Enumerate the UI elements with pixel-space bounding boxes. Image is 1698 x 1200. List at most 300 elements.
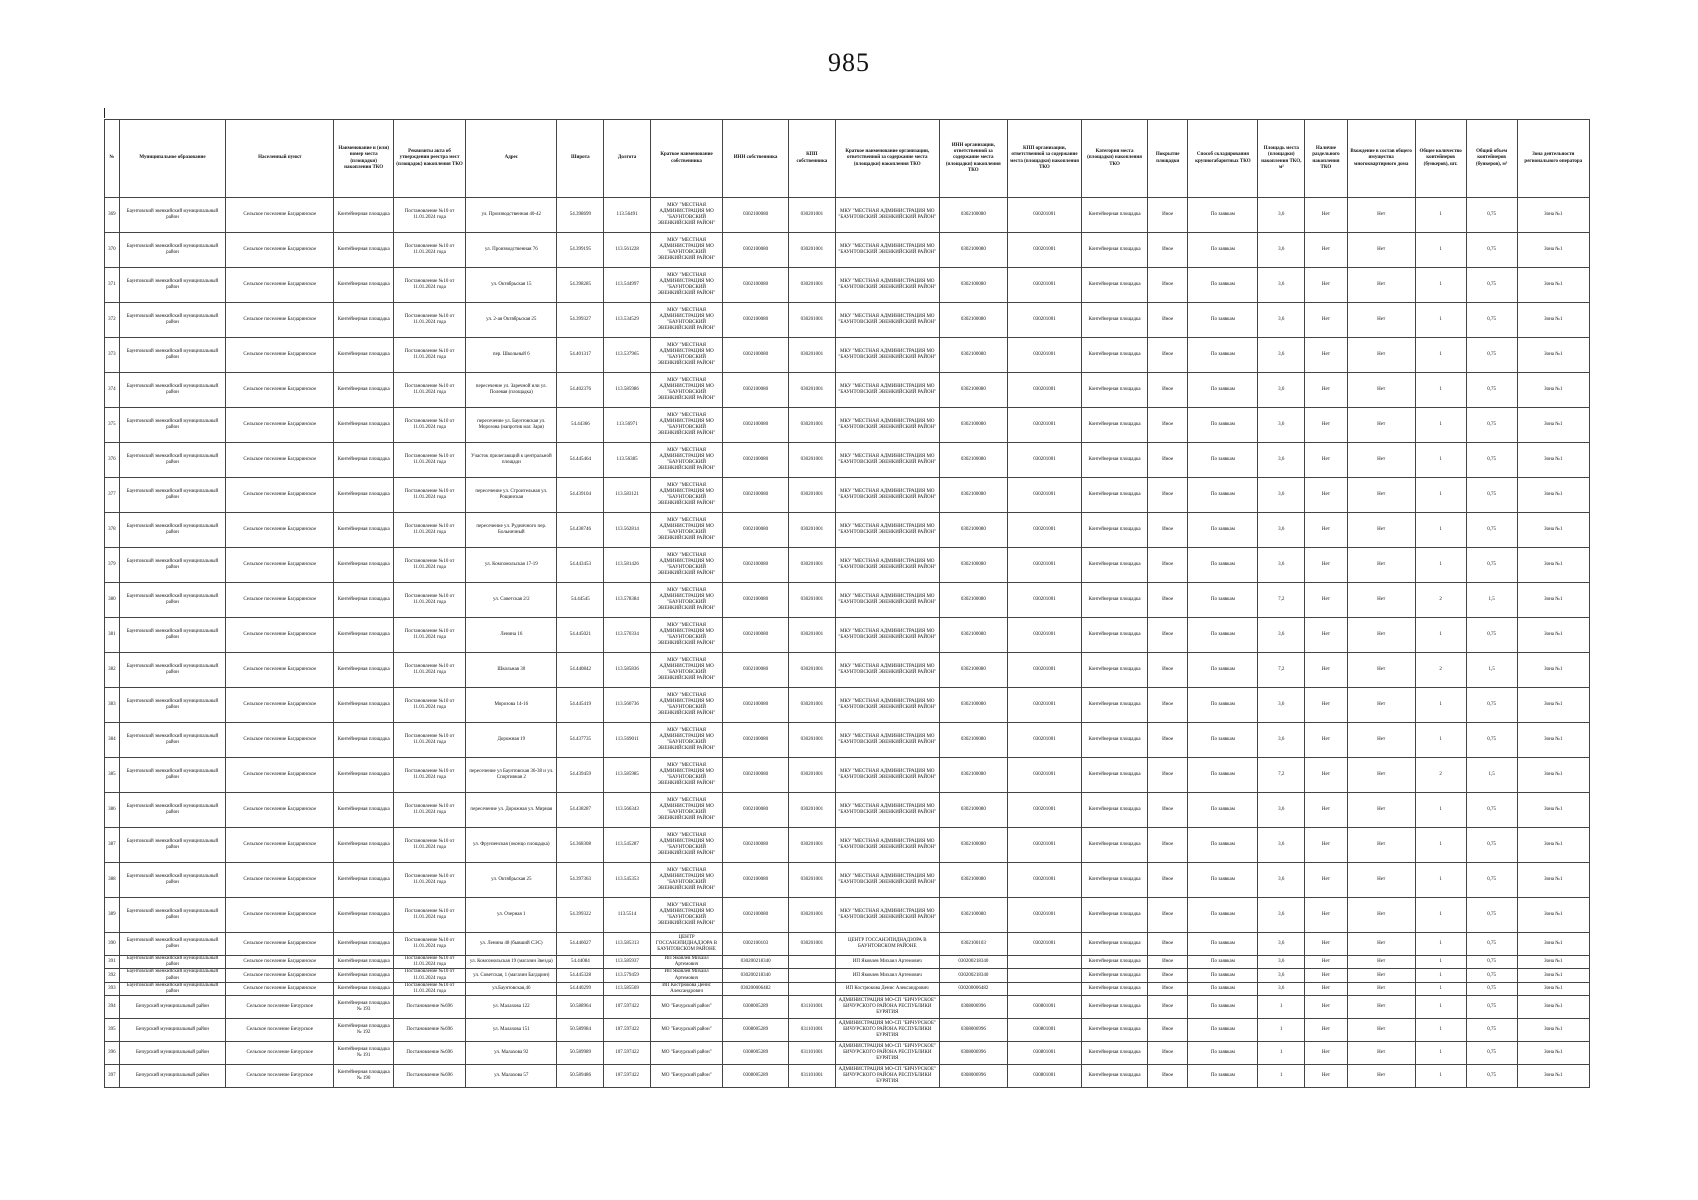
operator-zone: Зона №1 xyxy=(1517,969,1589,982)
site-area: 1 xyxy=(1258,1042,1305,1065)
site-area: 3,6 xyxy=(1258,233,1305,268)
act-details: Постановление №10 от 11.01.2024 года xyxy=(393,338,465,373)
owner-inn: 0308005289 xyxy=(723,1019,789,1042)
owner-inn: 0302100080 xyxy=(723,513,789,548)
container-volume: 0,75 xyxy=(1466,303,1517,338)
owner-kpp: 030201001 xyxy=(789,478,836,513)
owner-kpp: 030201001 xyxy=(789,513,836,548)
settlement: Сельское поселение Багдаринское xyxy=(226,513,334,548)
separate-collection: Нет xyxy=(1305,408,1347,443)
latitude: 54.438287 xyxy=(557,793,604,828)
storage-method: По заявкам xyxy=(1188,408,1258,443)
separate-collection: Нет xyxy=(1305,898,1347,933)
owner-inn: 0302100080 xyxy=(723,688,789,723)
row-number: 387 xyxy=(105,828,120,863)
column-header: Общее количество контейнеров (бункеров), шт. xyxy=(1415,120,1466,198)
responsible-org: ИП Яковлев Михаил Артемович xyxy=(835,969,939,982)
act-details: Постановление №10 от 11.01.2024 года xyxy=(393,268,465,303)
storage-method: По заявкам xyxy=(1188,793,1258,828)
site-category: Контейнерная площадка xyxy=(1082,303,1148,338)
apartment-property: Нет xyxy=(1347,1019,1415,1042)
act-details: Постановление №10 от 11.01.2024 года xyxy=(393,863,465,898)
settlement: Сельское поселение Багдаринское xyxy=(226,688,334,723)
surface-cover: Иное xyxy=(1147,1019,1187,1042)
municipality: Бичурский муниципальный район xyxy=(119,1065,225,1088)
org-inn: 0302100080 xyxy=(939,898,1007,933)
act-details: Постановление №10 от 11.01.2024 года xyxy=(393,443,465,478)
settlement: Сельское поселение Багдаринское xyxy=(226,969,334,982)
latitude: 54.446027 xyxy=(557,933,604,956)
container-count: 1 xyxy=(1415,408,1466,443)
operator-zone: Зона №1 xyxy=(1517,268,1589,303)
owner-name: МКУ "МЕСТНАЯ АДМИНИСТРАЦИЯ МО "БАУНТОВСКИЙ ЭВЕНКИЙСКИЙ РАЙОН" xyxy=(650,513,722,548)
column-header: Категория места (площадки) накопления ТКО xyxy=(1082,120,1148,198)
org-kpp: 030201001 xyxy=(1007,443,1081,478)
act-details: Постановление №10 от 11.01.2024 года xyxy=(393,513,465,548)
surface-cover: Иное xyxy=(1147,969,1187,982)
apartment-property: Нет xyxy=(1347,653,1415,688)
owner-inn: 0302100080 xyxy=(723,268,789,303)
container-volume: 0,75 xyxy=(1466,956,1517,969)
row-number: 393 xyxy=(105,982,120,995)
owner-kpp: 030201001 xyxy=(789,828,836,863)
container-count: 1 xyxy=(1415,982,1466,995)
storage-method: По заявкам xyxy=(1188,303,1258,338)
latitude: 54.445021 xyxy=(557,618,604,653)
apartment-property: Нет xyxy=(1347,408,1415,443)
separate-collection: Нет xyxy=(1305,548,1347,583)
site-name: Контейнерная площадка xyxy=(334,583,393,618)
storage-method: По заявкам xyxy=(1188,268,1258,303)
latitude: 50.589984 xyxy=(557,1019,604,1042)
owner-kpp: 031101001 xyxy=(789,1065,836,1088)
storage-method: По заявкам xyxy=(1188,688,1258,723)
container-volume: 0,75 xyxy=(1466,233,1517,268)
latitude: 54.440842 xyxy=(557,653,604,688)
responsible-org: ИП Яковлев Михаил Артемович xyxy=(835,956,939,969)
longitude: 113.581426 xyxy=(604,548,651,583)
separate-collection: Нет xyxy=(1305,618,1347,653)
surface-cover: Иное xyxy=(1147,443,1187,478)
storage-method: По заявкам xyxy=(1188,969,1258,982)
site-name: Контейнерная площадка xyxy=(334,338,393,373)
container-volume: 0,75 xyxy=(1466,373,1517,408)
column-header: Наименование и (или) номер места (площадки) накопления ТКО xyxy=(334,120,393,198)
municipality: Баунтовский эвенкийский муниципальный район xyxy=(119,198,225,233)
settlement: Сельское поселение Багдаринское xyxy=(226,268,334,303)
owner-inn: 030200006482 xyxy=(723,982,789,995)
act-details: Постановление №696 xyxy=(393,1042,465,1065)
latitude: 54.399322 xyxy=(557,898,604,933)
site-name: Контейнерная площадка xyxy=(334,758,393,793)
owner-inn: 0302100080 xyxy=(723,478,789,513)
container-volume: 0,75 xyxy=(1466,828,1517,863)
column-header: Наличие раздельного накопления ТКО xyxy=(1305,120,1347,198)
owner-name: МО "Бичурский район" xyxy=(650,1042,722,1065)
owner-kpp: 030201001 xyxy=(789,723,836,758)
site-category: Контейнерная площадка xyxy=(1082,198,1148,233)
storage-method: По заявкам xyxy=(1188,338,1258,373)
settlement: Сельское поселение Багдаринское xyxy=(226,618,334,653)
latitude: 50.589989 xyxy=(557,1042,604,1065)
surface-cover: Иное xyxy=(1147,198,1187,233)
owner-name: МКУ "МЕСТНАЯ АДМИНИСТРАЦИЯ МО "БАУНТОВСКИЙ ЭВЕНКИЙСКИЙ РАЙОН" xyxy=(650,338,722,373)
responsible-org: МКУ "МЕСТНАЯ АДМИНИСТРАЦИЯ МО "БАУНТОВСКИЙ ЭВЕНКИЙСКИЙ РАЙОН" xyxy=(835,233,939,268)
separate-collection: Нет xyxy=(1305,1042,1347,1065)
org-inn: 0302100080 xyxy=(939,478,1007,513)
address: ул. Ленина 48 (бывший СЭС) xyxy=(466,933,557,956)
owner-inn: 0302100080 xyxy=(723,548,789,583)
column-header: Реквизиты акта об утверждении реестра мест (площадок) накопления ТКО xyxy=(393,120,465,198)
row-number: 375 xyxy=(105,408,120,443)
settlement: Сельское поселение Багдаринское xyxy=(226,758,334,793)
container-count: 1 xyxy=(1415,1065,1466,1088)
container-volume: 0,75 xyxy=(1466,1042,1517,1065)
separate-collection: Нет xyxy=(1305,443,1347,478)
owner-inn: 0302100080 xyxy=(723,198,789,233)
site-area: 7,2 xyxy=(1258,653,1305,688)
address: пересечение ул Баунтовская 36-38 и ул. Спортивная 2 xyxy=(466,758,557,793)
site-name: Контейнерная площадка xyxy=(334,513,393,548)
site-area: 1 xyxy=(1258,996,1305,1019)
column-header: КПП организации, ответственной за содержание места (площадки) накопления ТКО xyxy=(1007,120,1081,198)
settlement: Сельское поселение Багдаринское xyxy=(226,443,334,478)
container-volume: 0,75 xyxy=(1466,996,1517,1019)
settlement: Сельское поселение Багдаринское xyxy=(226,303,334,338)
site-category: Контейнерная площадка xyxy=(1082,653,1148,688)
org-inn: 0302100080 xyxy=(939,233,1007,268)
settlement: Сельское поселение Багдаринское xyxy=(226,956,334,969)
owner-kpp: 031101001 xyxy=(789,1042,836,1065)
org-inn: 0302100080 xyxy=(939,863,1007,898)
owner-kpp: 031101001 xyxy=(789,1019,836,1042)
site-area: 3,6 xyxy=(1258,828,1305,863)
container-volume: 0,75 xyxy=(1466,982,1517,995)
site-category: Контейнерная площадка xyxy=(1082,268,1148,303)
site-area: 3,6 xyxy=(1258,793,1305,828)
container-count: 2 xyxy=(1415,583,1466,618)
operator-zone: Зона №1 xyxy=(1517,408,1589,443)
surface-cover: Иное xyxy=(1147,513,1187,548)
address: ул. Октябрьская 15 xyxy=(466,268,557,303)
owner-kpp: 030201001 xyxy=(789,583,836,618)
longitude: 113.585313 xyxy=(604,933,651,956)
longitude: 107.597422 xyxy=(604,996,651,1019)
storage-method: По заявкам xyxy=(1188,1019,1258,1042)
surface-cover: Иное xyxy=(1147,408,1187,443)
org-inn: 030200218340 xyxy=(939,956,1007,969)
table-row xyxy=(105,408,1590,443)
container-volume: 0,75 xyxy=(1466,478,1517,513)
site-name: Контейнерная площадка xyxy=(334,793,393,828)
address: ул. Комсомольская 17-19 xyxy=(466,548,557,583)
municipality: Бичурский муниципальный район xyxy=(119,996,225,1019)
container-volume: 0,75 xyxy=(1466,688,1517,723)
longitude: 113.562814 xyxy=(604,513,651,548)
org-kpp: 030201001 xyxy=(1007,268,1081,303)
latitude: 54.44366 xyxy=(557,408,604,443)
owner-kpp: 030201001 xyxy=(789,758,836,793)
storage-method: По заявкам xyxy=(1188,1042,1258,1065)
owner-name: МО "Бичурский район" xyxy=(650,996,722,1019)
owner-name: МКУ "МЕСТНАЯ АДМИНИСТРАЦИЯ МО "БАУНТОВСКИЙ ЭВЕНКИЙСКИЙ РАЙОН" xyxy=(650,408,722,443)
column-header: Краткое наименование собственника xyxy=(650,120,722,198)
responsible-org: МКУ "МЕСТНАЯ АДМИНИСТРАЦИЯ МО "БАУНТОВСКИЙ ЭВЕНКИЙСКИЙ РАЙОН" xyxy=(835,268,939,303)
surface-cover: Иное xyxy=(1147,303,1187,338)
org-kpp: 030201001 xyxy=(1007,828,1081,863)
container-volume: 0,75 xyxy=(1466,268,1517,303)
address: пер. Школьный 6 xyxy=(466,338,557,373)
settlement: Сельское поселение Багдаринское xyxy=(226,198,334,233)
site-area: 3,6 xyxy=(1258,548,1305,583)
column-header: Вхождение в состав общего имущества многоквартирного дома xyxy=(1347,120,1415,198)
org-kpp xyxy=(1007,969,1081,982)
apartment-property: Нет xyxy=(1347,513,1415,548)
separate-collection: Нет xyxy=(1305,373,1347,408)
surface-cover: Иное xyxy=(1147,548,1187,583)
surface-cover: Иное xyxy=(1147,982,1187,995)
site-category: Контейнерная площадка xyxy=(1082,408,1148,443)
act-details: Постановление №10 от 11.01.2024 года xyxy=(393,956,465,969)
apartment-property: Нет xyxy=(1347,996,1415,1019)
owner-kpp: 030201001 xyxy=(789,933,836,956)
address: пересечение ул. Дорожная ул. Мирная xyxy=(466,793,557,828)
table-row xyxy=(105,933,1590,956)
address: пересечение ул. Баунтовская ул. Морозова (напротив маг. Заря) xyxy=(466,408,557,443)
org-inn: 0302100080 xyxy=(939,618,1007,653)
storage-method: По заявкам xyxy=(1188,758,1258,793)
table-row xyxy=(105,653,1590,688)
address: ул. Малахова 151 xyxy=(466,1019,557,1042)
responsible-org: МКУ "МЕСТНАЯ АДМИНИСТРАЦИЯ МО "БАУНТОВСКИЙ ЭВЕНКИЙСКИЙ РАЙОН" xyxy=(835,828,939,863)
responsible-org: МКУ "МЕСТНАЯ АДМИНИСТРАЦИЯ МО "БАУНТОВСКИЙ ЭВЕНКИЙСКИЙ РАЙОН" xyxy=(835,443,939,478)
owner-name: МКУ "МЕСТНАЯ АДМИНИСТРАЦИЯ МО "БАУНТОВСКИЙ ЭВЕНКИЙСКИЙ РАЙОН" xyxy=(650,793,722,828)
org-kpp: 030201001 xyxy=(1007,548,1081,583)
act-details: Постановление №696 xyxy=(393,996,465,1019)
separate-collection: Нет xyxy=(1305,956,1347,969)
owner-name: МКУ "МЕСТНАЯ АДМИНИСТРАЦИЯ МО "БАУНТОВСКИЙ ЭВЕНКИЙСКИЙ РАЙОН" xyxy=(650,478,722,513)
longitude: 113.585986 xyxy=(604,373,651,408)
surface-cover: Иное xyxy=(1147,758,1187,793)
table-row xyxy=(105,969,1590,982)
municipality: Баунтовский эвенкийский муниципальный район xyxy=(119,338,225,373)
longitude: 113.569011 xyxy=(604,723,651,758)
apartment-property: Нет xyxy=(1347,688,1415,723)
separate-collection: Нет xyxy=(1305,268,1347,303)
owner-inn: 0308005289 xyxy=(723,1042,789,1065)
responsible-org: МКУ "МЕСТНАЯ АДМИНИСТРАЦИЯ МО "БАУНТОВСКИЙ ЭВЕНКИЙСКИЙ РАЙОН" xyxy=(835,653,939,688)
site-area: 3,6 xyxy=(1258,198,1305,233)
owner-kpp: 030201001 xyxy=(789,233,836,268)
storage-method: По заявкам xyxy=(1188,996,1258,1019)
owner-inn: 030200218340 xyxy=(723,956,789,969)
apartment-property: Нет xyxy=(1347,898,1415,933)
owner-kpp: 030201001 xyxy=(789,373,836,408)
owner-inn: 0302100080 xyxy=(723,338,789,373)
site-name: Контейнерная площадка xyxy=(334,653,393,688)
settlement: Сельское поселение Бичурское xyxy=(226,1042,334,1065)
address: Школьная 30 xyxy=(466,653,557,688)
table-row xyxy=(105,863,1590,898)
longitude: 113.566343 xyxy=(604,793,651,828)
longitude: 113.585985 xyxy=(604,758,651,793)
column-header: Краткое наименование организации, ответственной за содержание места (площадки) накопления ТКО xyxy=(835,120,939,198)
surface-cover: Иное xyxy=(1147,1042,1187,1065)
org-inn: 0302100080 xyxy=(939,198,1007,233)
address: ул. Малахова 57 xyxy=(466,1065,557,1088)
separate-collection: Нет xyxy=(1305,233,1347,268)
owner-name: МО "Бичурский район" xyxy=(650,1019,722,1042)
municipality: Баунтовский эвенкийский муниципальный район xyxy=(119,478,225,513)
container-volume: 0,75 xyxy=(1466,723,1517,758)
column-header: Зона деятельности регионального оператора xyxy=(1517,120,1589,198)
container-volume: 1,5 xyxy=(1466,758,1517,793)
org-kpp: 030201001 xyxy=(1007,723,1081,758)
separate-collection: Нет xyxy=(1305,982,1347,995)
owner-kpp: 030201001 xyxy=(789,793,836,828)
site-area: 7,2 xyxy=(1258,758,1305,793)
table-row xyxy=(105,268,1590,303)
operator-zone: Зона №1 xyxy=(1517,723,1589,758)
separate-collection: Нет xyxy=(1305,1019,1347,1042)
site-name: Контейнерная площадка xyxy=(334,956,393,969)
site-area: 3,6 xyxy=(1258,408,1305,443)
owner-kpp: 031101001 xyxy=(789,996,836,1019)
settlement: Сельское поселение Багдаринское xyxy=(226,723,334,758)
row-number: 376 xyxy=(105,443,120,478)
org-inn: 0302100080 xyxy=(939,793,1007,828)
owner-name: МКУ "МЕСТНАЯ АДМИНИСТРАЦИЯ МО "БАУНТОВСКИЙ ЭВЕНКИЙСКИЙ РАЙОН" xyxy=(650,618,722,653)
site-category: Контейнерная площадка xyxy=(1082,933,1148,956)
operator-zone: Зона №1 xyxy=(1517,863,1589,898)
org-inn: 0308006996 xyxy=(939,996,1007,1019)
owner-kpp: 030201001 xyxy=(789,688,836,723)
responsible-org: МКУ "МЕСТНАЯ АДМИНИСТРАЦИЯ МО "БАУНТОВСКИЙ ЭВЕНКИЙСКИЙ РАЙОН" xyxy=(835,863,939,898)
site-category: Контейнерная площадка xyxy=(1082,233,1148,268)
municipality: Баунтовский эвенкийский муниципальный район xyxy=(119,956,225,969)
apartment-property: Нет xyxy=(1347,828,1415,863)
margin-mark xyxy=(104,108,105,118)
owner-kpp: 030201001 xyxy=(789,338,836,373)
column-header: Населенный пункт xyxy=(226,120,334,198)
site-area: 3,6 xyxy=(1258,863,1305,898)
org-kpp: 030201001 xyxy=(1007,373,1081,408)
site-area: 3,6 xyxy=(1258,338,1305,373)
container-volume: 1,5 xyxy=(1466,583,1517,618)
latitude: 54.44084 xyxy=(557,956,604,969)
site-name: Контейнерная площадка xyxy=(334,863,393,898)
storage-method: По заявкам xyxy=(1188,828,1258,863)
operator-zone: Зона №1 xyxy=(1517,548,1589,583)
org-inn: 0308006996 xyxy=(939,1042,1007,1065)
org-inn: 030200006482 xyxy=(939,982,1007,995)
site-area: 3,6 xyxy=(1258,303,1305,338)
act-details: Постановление №10 от 11.01.2024 года xyxy=(393,408,465,443)
address: Участок прилегающий к центральной площади xyxy=(466,443,557,478)
apartment-property: Нет xyxy=(1347,233,1415,268)
owner-kpp: 030201001 xyxy=(789,268,836,303)
owner-name: МКУ "МЕСТНАЯ АДМИНИСТРАЦИЯ МО "БАУНТОВСКИЙ ЭВЕНКИЙСКИЙ РАЙОН" xyxy=(650,303,722,338)
address: ул. Советская 2/2 xyxy=(466,583,557,618)
act-details: Постановление №10 от 11.01.2024 года xyxy=(393,982,465,995)
operator-zone: Зона №1 xyxy=(1517,233,1589,268)
owner-inn: 0302100080 xyxy=(723,828,789,863)
container-count: 1 xyxy=(1415,898,1466,933)
container-volume: 0,75 xyxy=(1466,338,1517,373)
table-header xyxy=(105,120,1590,198)
site-area: 3,6 xyxy=(1258,478,1305,513)
site-area: 3,6 xyxy=(1258,513,1305,548)
owner-inn: 0308005289 xyxy=(723,996,789,1019)
org-inn: 0302100080 xyxy=(939,373,1007,408)
container-count: 1 xyxy=(1415,1019,1466,1042)
separate-collection: Нет xyxy=(1305,688,1347,723)
settlement: Сельское поселение Багдаринское xyxy=(226,653,334,688)
owner-kpp: 030201001 xyxy=(789,898,836,933)
org-inn: 0302100080 xyxy=(939,758,1007,793)
owner-inn: 0302100080 xyxy=(723,233,789,268)
row-number: 373 xyxy=(105,338,120,373)
site-category: Контейнерная площадка xyxy=(1082,863,1148,898)
apartment-property: Нет xyxy=(1347,969,1415,982)
site-name: Контейнерная площадка xyxy=(334,969,393,982)
site-name: Контейнерная площадка № 191 xyxy=(334,1042,393,1065)
row-number: 377 xyxy=(105,478,120,513)
responsible-org: МКУ "МЕСТНАЯ АДМИНИСТРАЦИЯ МО "БАУНТОВСКИЙ ЭВЕНКИЙСКИЙ РАЙОН" xyxy=(835,898,939,933)
owner-inn: 0302100080 xyxy=(723,863,789,898)
org-kpp: 030201001 xyxy=(1007,758,1081,793)
row-number: 381 xyxy=(105,618,120,653)
act-details: Постановление №10 от 11.01.2024 года xyxy=(393,653,465,688)
org-kpp: 030201001 xyxy=(1007,898,1081,933)
owner-inn: 0302100080 xyxy=(723,618,789,653)
settlement: Сельское поселение Багдаринское xyxy=(226,338,334,373)
municipality: Бичурский муниципальный район xyxy=(119,1019,225,1042)
surface-cover: Иное xyxy=(1147,933,1187,956)
longitude: 113.561228 xyxy=(604,233,651,268)
municipality: Баунтовский эвенкийский муниципальный район xyxy=(119,303,225,338)
container-count: 1 xyxy=(1415,548,1466,583)
page-number: 985 xyxy=(828,48,870,77)
table-row xyxy=(105,373,1590,408)
municipality: Баунтовский эвенкийский муниципальный район xyxy=(119,828,225,863)
row-number: 389 xyxy=(105,898,120,933)
storage-method: По заявкам xyxy=(1188,443,1258,478)
container-volume: 0,75 xyxy=(1466,863,1517,898)
longitude: 113.585569 xyxy=(604,982,651,995)
container-volume: 0,75 xyxy=(1466,969,1517,982)
owner-kpp: 030201001 xyxy=(789,408,836,443)
column-header: Способ складирования крупногабаритных ТКО xyxy=(1188,120,1258,198)
site-category: Контейнерная площадка xyxy=(1082,898,1148,933)
municipality: Баунтовский эвенкийский муниципальный район xyxy=(119,548,225,583)
org-inn: 0302100080 xyxy=(939,443,1007,478)
settlement: Сельское поселение Багдаринское xyxy=(226,478,334,513)
container-volume: 0,75 xyxy=(1466,898,1517,933)
row-number: 379 xyxy=(105,548,120,583)
operator-zone: Зона №1 xyxy=(1517,933,1589,956)
latitude: 54.439104 xyxy=(557,478,604,513)
responsible-org: МКУ "МЕСТНАЯ АДМИНИСТРАЦИЯ МО "БАУНТОВСКИЙ ЭВЕНКИЙСКИЙ РАЙОН" xyxy=(835,408,939,443)
responsible-org: МКУ "МЕСТНАЯ АДМИНИСТРАЦИЯ МО "БАУНТОВСКИЙ ЭВЕНКИЙСКИЙ РАЙОН" xyxy=(835,618,939,653)
row-number: 396 xyxy=(105,1042,120,1065)
operator-zone: Зона №1 xyxy=(1517,956,1589,969)
owner-name: МКУ "МЕСТНАЯ АДМИНИСТРАЦИЯ МО "БАУНТОВСКИЙ ЭВЕНКИЙСКИЙ РАЙОН" xyxy=(650,268,722,303)
row-number: 388 xyxy=(105,863,120,898)
longitude: 113.585836 xyxy=(604,653,651,688)
settlement: Сельское поселение Багдаринское xyxy=(226,863,334,898)
responsible-org: МКУ "МЕСТНАЯ АДМИНИСТРАЦИЯ МО "БАУНТОВСКИЙ ЭВЕНКИЙСКИЙ РАЙОН" xyxy=(835,793,939,828)
